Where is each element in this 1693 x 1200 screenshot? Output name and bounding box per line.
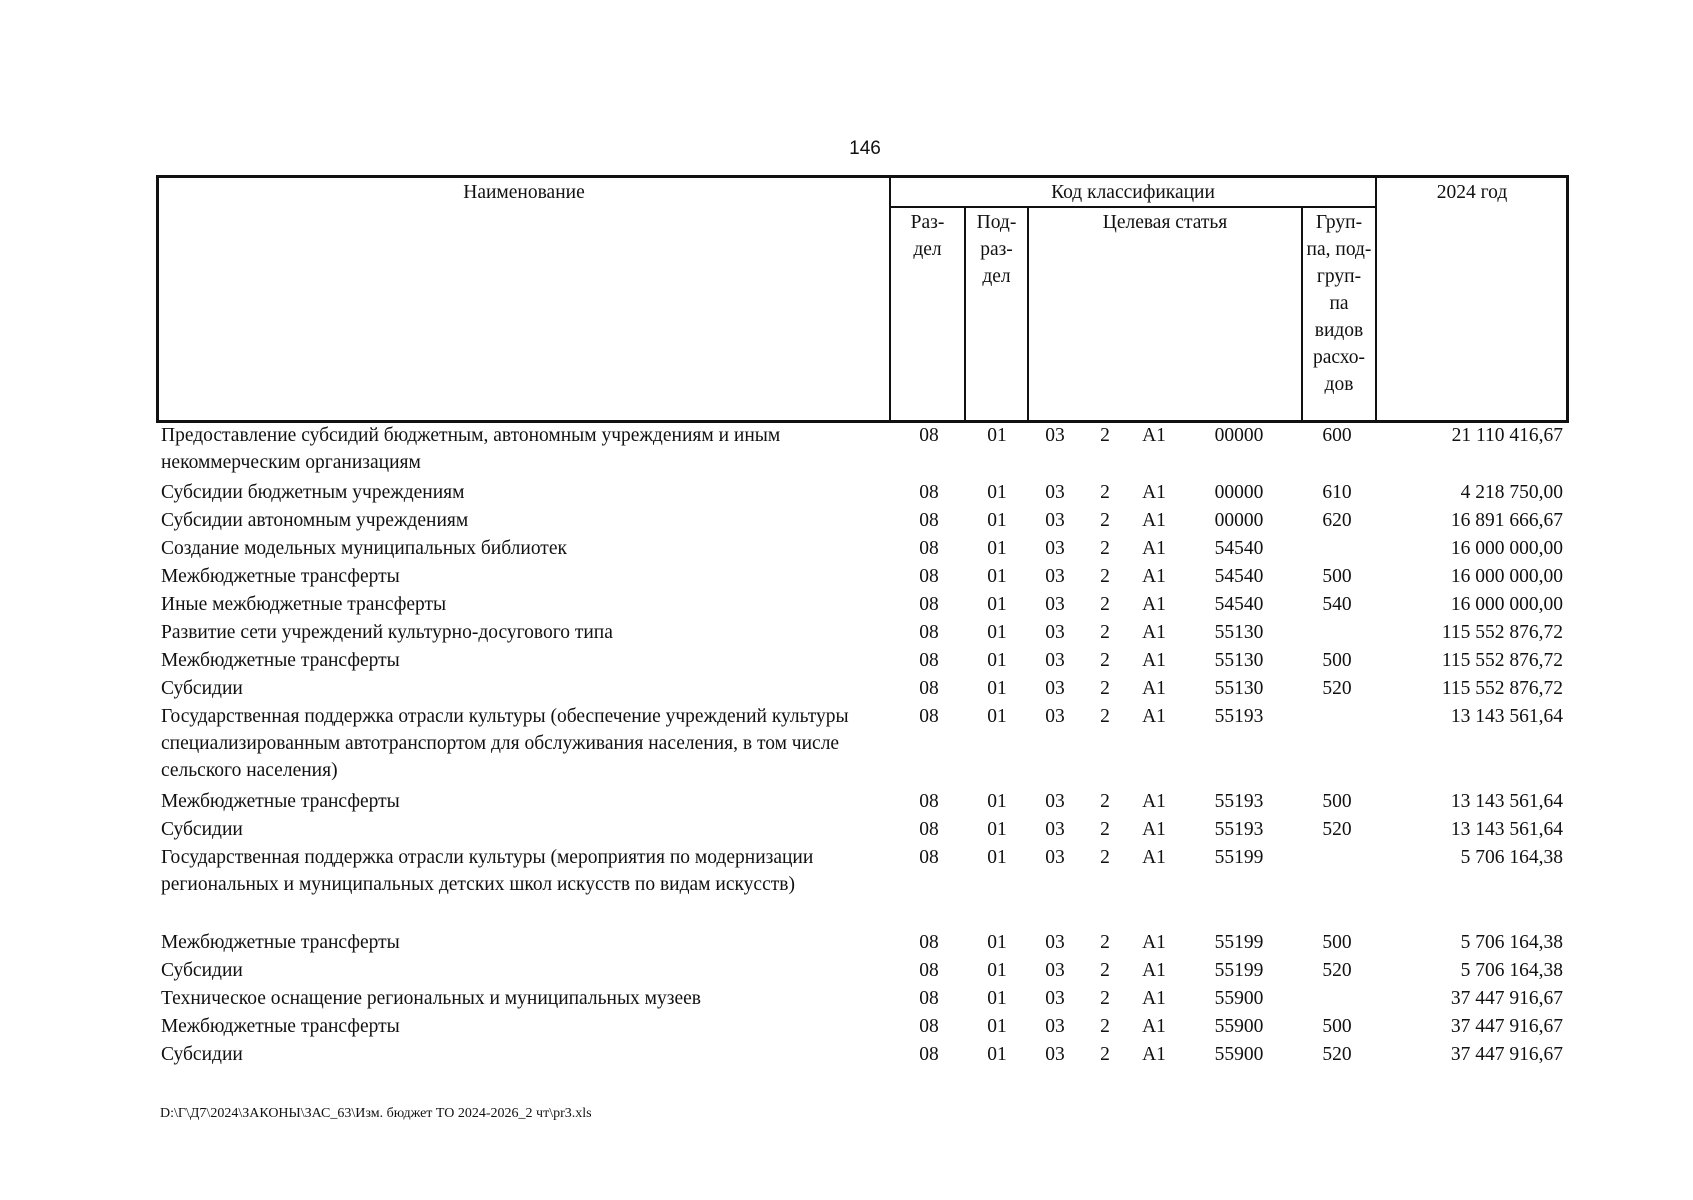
target-part-3-cell: А1 bbox=[1142, 538, 1166, 559]
name-cell: Создание модельных муниципальных библиотек bbox=[161, 538, 567, 559]
podrazdel-cell: 01 bbox=[987, 510, 1007, 531]
expense-group-cell: 610 bbox=[1322, 482, 1352, 503]
target-part-1-cell: 03 bbox=[1045, 622, 1065, 643]
razdel-cell: 08 bbox=[919, 425, 939, 446]
target-part-1-cell: 03 bbox=[1045, 594, 1065, 615]
amount-cell: 5 706 164,38 bbox=[1460, 847, 1563, 868]
name-cell: Межбюджетные трансферты bbox=[161, 932, 400, 953]
razdel-cell: 08 bbox=[919, 847, 939, 868]
target-part-2-cell: 2 bbox=[1100, 678, 1110, 699]
target-part-2-cell: 2 bbox=[1100, 932, 1110, 953]
podrazdel-cell: 01 bbox=[987, 988, 1007, 1009]
header-group-line: дов bbox=[1324, 374, 1354, 395]
target-part-2-cell: 2 bbox=[1100, 622, 1110, 643]
name-cell: Межбюджетные трансферты bbox=[161, 1016, 400, 1037]
amount-cell: 37 447 916,67 bbox=[1450, 1016, 1563, 1037]
target-part-2-cell: 2 bbox=[1100, 650, 1110, 671]
target-part-4-cell: 54540 bbox=[1214, 566, 1264, 587]
podrazdel-cell: 01 bbox=[987, 706, 1007, 727]
razdel-cell: 08 bbox=[919, 932, 939, 953]
target-part-4-cell: 55900 bbox=[1214, 1044, 1264, 1065]
target-part-2-cell: 2 bbox=[1100, 1016, 1110, 1037]
target-part-4-cell: 00000 bbox=[1214, 482, 1264, 503]
target-part-1-cell: 03 bbox=[1045, 1016, 1065, 1037]
amount-cell: 16 000 000,00 bbox=[1450, 566, 1563, 587]
razdel-cell: 08 bbox=[919, 791, 939, 812]
expense-group-cell: 520 bbox=[1322, 819, 1352, 840]
name-cell: Субсидии bbox=[161, 960, 243, 981]
page-number: 146 bbox=[849, 138, 881, 159]
podrazdel-cell: 01 bbox=[987, 622, 1007, 643]
target-part-1-cell: 03 bbox=[1045, 510, 1065, 531]
target-part-4-cell: 54540 bbox=[1214, 538, 1264, 559]
header-podrazdel-line: дел bbox=[982, 266, 1011, 287]
podrazdel-cell: 01 bbox=[987, 791, 1007, 812]
name-cell: Межбюджетные трансферты bbox=[161, 791, 400, 812]
header-razdel bbox=[891, 209, 964, 263]
name-cell: Техническое оснащение региональных и муниципальных музеев bbox=[161, 988, 701, 1009]
razdel-cell: 08 bbox=[919, 482, 939, 503]
podrazdel-cell: 01 bbox=[987, 932, 1007, 953]
target-part-3-cell: А1 bbox=[1142, 594, 1166, 615]
header-group-line: расхо- bbox=[1312, 347, 1366, 368]
header-podrazdel-line: раз- bbox=[980, 239, 1013, 260]
name-cell: Субсидии автономным учреждениям bbox=[161, 510, 469, 531]
name-cell: Предоставление субсидий бюджетным, автономным учреждениям и иным некоммерческим организациям bbox=[161, 425, 781, 473]
name-cell: Субсидии бюджетным учреждениям bbox=[161, 482, 465, 503]
razdel-cell: 08 bbox=[919, 819, 939, 840]
amount-cell: 13 143 561,64 bbox=[1450, 706, 1563, 727]
razdel-cell: 08 bbox=[919, 706, 939, 727]
podrazdel-cell: 01 bbox=[987, 960, 1007, 981]
target-part-3-cell: А1 bbox=[1142, 1016, 1166, 1037]
amount-cell: 5 706 164,38 bbox=[1460, 960, 1563, 981]
expense-group-cell: 500 bbox=[1322, 650, 1352, 671]
podrazdel-cell: 01 bbox=[987, 1016, 1007, 1037]
divider-code-year bbox=[1375, 178, 1377, 420]
target-part-3-cell: А1 bbox=[1142, 706, 1166, 727]
name-cell: Межбюджетные трансферты bbox=[161, 650, 400, 671]
amount-cell: 5 706 164,38 bbox=[1460, 932, 1563, 953]
target-part-2-cell: 2 bbox=[1100, 960, 1110, 981]
target-part-1-cell: 03 bbox=[1045, 932, 1065, 953]
header-code-classification: Код классификации bbox=[1051, 182, 1215, 203]
target-part-3-cell: А1 bbox=[1142, 566, 1166, 587]
target-part-2-cell: 2 bbox=[1100, 819, 1110, 840]
target-part-2-cell: 2 bbox=[1100, 538, 1110, 559]
target-part-4-cell: 55900 bbox=[1214, 1016, 1264, 1037]
target-part-4-cell: 00000 bbox=[1214, 510, 1264, 531]
amount-cell: 21 110 416,67 bbox=[1451, 425, 1563, 446]
podrazdel-cell: 01 bbox=[987, 1044, 1007, 1065]
target-part-2-cell: 2 bbox=[1100, 510, 1110, 531]
divider-code-sub bbox=[889, 206, 1375, 208]
target-part-4-cell: 55900 bbox=[1214, 988, 1264, 1009]
target-part-3-cell: А1 bbox=[1142, 960, 1166, 981]
amount-cell: 16 000 000,00 bbox=[1450, 594, 1563, 615]
target-part-4-cell: 54540 bbox=[1214, 594, 1264, 615]
target-part-2-cell: 2 bbox=[1100, 847, 1110, 868]
razdel-cell: 08 bbox=[919, 566, 939, 587]
target-part-3-cell: А1 bbox=[1142, 650, 1166, 671]
header-group-line: видов bbox=[1314, 320, 1364, 341]
amount-cell: 37 447 916,67 bbox=[1450, 988, 1563, 1009]
amount-cell: 13 143 561,64 bbox=[1450, 791, 1563, 812]
target-part-3-cell: А1 bbox=[1142, 622, 1166, 643]
expense-group-cell: 500 bbox=[1322, 932, 1352, 953]
target-part-2-cell: 2 bbox=[1100, 1044, 1110, 1065]
header-podrazdel-line: Под- bbox=[976, 212, 1017, 233]
razdel-cell: 08 bbox=[919, 650, 939, 671]
header-group bbox=[1303, 209, 1375, 398]
name-cell: Субсидии bbox=[161, 678, 243, 699]
target-part-3-cell: А1 bbox=[1142, 678, 1166, 699]
target-part-2-cell: 2 bbox=[1100, 594, 1110, 615]
target-part-2-cell: 2 bbox=[1100, 482, 1110, 503]
expense-group-cell: 520 bbox=[1322, 960, 1352, 981]
header-razdel-line: Раз- bbox=[910, 212, 945, 233]
amount-cell: 115 552 876,72 bbox=[1441, 678, 1563, 699]
target-part-3-cell: А1 bbox=[1142, 482, 1166, 503]
podrazdel-cell: 01 bbox=[987, 650, 1007, 671]
razdel-cell: 08 bbox=[919, 538, 939, 559]
target-part-3-cell: А1 bbox=[1142, 1044, 1166, 1065]
podrazdel-cell: 01 bbox=[987, 538, 1007, 559]
name-cell: Развитие сети учреждений культурно-досугового типа bbox=[161, 622, 613, 643]
target-part-2-cell: 2 bbox=[1100, 988, 1110, 1009]
header-group-line: Груп- bbox=[1315, 212, 1363, 233]
target-part-1-cell: 03 bbox=[1045, 819, 1065, 840]
header-podrazdel bbox=[966, 209, 1027, 290]
target-part-4-cell: 00000 bbox=[1214, 425, 1264, 446]
header-name: Наименование bbox=[463, 182, 585, 203]
target-part-4-cell: 55193 bbox=[1214, 706, 1264, 727]
podrazdel-cell: 01 bbox=[987, 819, 1007, 840]
podrazdel-cell: 01 bbox=[987, 594, 1007, 615]
razdel-cell: 08 bbox=[919, 1016, 939, 1037]
target-part-1-cell: 03 bbox=[1045, 706, 1065, 727]
target-part-2-cell: 2 bbox=[1100, 706, 1110, 727]
target-part-4-cell: 55199 bbox=[1214, 847, 1264, 868]
razdel-cell: 08 bbox=[919, 960, 939, 981]
target-part-2-cell: 2 bbox=[1100, 425, 1110, 446]
target-part-2-cell: 2 bbox=[1100, 791, 1110, 812]
target-part-3-cell: А1 bbox=[1142, 819, 1166, 840]
amount-cell: 37 447 916,67 bbox=[1450, 1044, 1563, 1065]
target-part-3-cell: А1 bbox=[1142, 510, 1166, 531]
razdel-cell: 08 bbox=[919, 510, 939, 531]
target-part-4-cell: 55193 bbox=[1214, 819, 1264, 840]
target-part-4-cell: 55199 bbox=[1214, 960, 1264, 981]
header-year: 2024 год bbox=[1436, 182, 1508, 203]
target-part-4-cell: 55193 bbox=[1214, 791, 1264, 812]
expense-group-cell: 500 bbox=[1322, 791, 1352, 812]
razdel-cell: 08 bbox=[919, 1044, 939, 1065]
target-part-2-cell: 2 bbox=[1100, 566, 1110, 587]
amount-cell: 13 143 561,64 bbox=[1450, 819, 1563, 840]
podrazdel-cell: 01 bbox=[987, 566, 1007, 587]
expense-group-cell: 500 bbox=[1322, 566, 1352, 587]
footer-file-path: D:\Г\Д7\2024\ЗАКОНЫ\ЗАС_63\Изм. бюджет ТО 2024-2026_2 чт\pr3.xls bbox=[160, 1106, 592, 1121]
target-part-1-cell: 03 bbox=[1045, 1044, 1065, 1065]
target-part-4-cell: 55130 bbox=[1214, 678, 1264, 699]
target-part-1-cell: 03 bbox=[1045, 678, 1065, 699]
podrazdel-cell: 01 bbox=[987, 482, 1007, 503]
razdel-cell: 08 bbox=[919, 678, 939, 699]
expense-group-cell: 520 bbox=[1322, 1044, 1352, 1065]
header-razdel-line: дел bbox=[913, 239, 942, 260]
table-header bbox=[156, 175, 1569, 423]
podrazdel-cell: 01 bbox=[987, 678, 1007, 699]
name-cell: Субсидии bbox=[161, 1044, 243, 1065]
expense-group-cell: 500 bbox=[1322, 1016, 1352, 1037]
razdel-cell: 08 bbox=[919, 622, 939, 643]
amount-cell: 115 552 876,72 bbox=[1441, 622, 1563, 643]
target-part-1-cell: 03 bbox=[1045, 566, 1065, 587]
divider-podrazdel bbox=[1027, 207, 1029, 420]
target-part-1-cell: 03 bbox=[1045, 650, 1065, 671]
target-part-1-cell: 03 bbox=[1045, 988, 1065, 1009]
razdel-cell: 08 bbox=[919, 988, 939, 1009]
header-group-line: груп- bbox=[1316, 266, 1362, 287]
target-part-4-cell: 55199 bbox=[1214, 932, 1264, 953]
name-cell: Государственная поддержка отрасли культуры (обеспечение учреждений культуры специализированным автотранспортом для обслуживания населения, в том числе сельского населения) bbox=[161, 706, 849, 781]
target-part-1-cell: 03 bbox=[1045, 425, 1065, 446]
target-part-1-cell: 03 bbox=[1045, 538, 1065, 559]
expense-group-cell: 520 bbox=[1322, 678, 1352, 699]
amount-cell: 16 891 666,67 bbox=[1450, 510, 1563, 531]
target-part-1-cell: 03 bbox=[1045, 791, 1065, 812]
expense-group-cell: 620 bbox=[1322, 510, 1352, 531]
header-group-line: па, под- bbox=[1306, 239, 1372, 260]
name-cell: Иные межбюджетные трансферты bbox=[161, 594, 447, 615]
target-part-4-cell: 55130 bbox=[1214, 622, 1264, 643]
header-target-article: Целевая статья bbox=[1102, 212, 1228, 233]
target-part-3-cell: А1 bbox=[1142, 791, 1166, 812]
target-part-4-cell: 55130 bbox=[1214, 650, 1264, 671]
expense-group-cell: 540 bbox=[1322, 594, 1352, 615]
razdel-cell: 08 bbox=[919, 594, 939, 615]
target-part-1-cell: 03 bbox=[1045, 847, 1065, 868]
target-part-1-cell: 03 bbox=[1045, 960, 1065, 981]
amount-cell: 115 552 876,72 bbox=[1441, 650, 1563, 671]
podrazdel-cell: 01 bbox=[987, 847, 1007, 868]
amount-cell: 16 000 000,00 bbox=[1450, 538, 1563, 559]
name-cell: Государственная поддержка отрасли культуры (мероприятия по модернизации региональных и муниципальных детских школ искусств по видам искусств) bbox=[161, 847, 814, 895]
name-cell: Субсидии bbox=[161, 819, 243, 840]
expense-group-cell: 600 bbox=[1322, 425, 1352, 446]
amount-cell: 4 218 750,00 bbox=[1460, 482, 1563, 503]
target-part-3-cell: А1 bbox=[1142, 425, 1166, 446]
podrazdel-cell: 01 bbox=[987, 425, 1007, 446]
target-part-3-cell: А1 bbox=[1142, 988, 1166, 1009]
header-group-line: па bbox=[1329, 293, 1349, 314]
name-cell: Межбюджетные трансферты bbox=[161, 566, 400, 587]
target-part-3-cell: А1 bbox=[1142, 932, 1166, 953]
target-part-1-cell: 03 bbox=[1045, 482, 1065, 503]
target-part-3-cell: А1 bbox=[1142, 847, 1166, 868]
